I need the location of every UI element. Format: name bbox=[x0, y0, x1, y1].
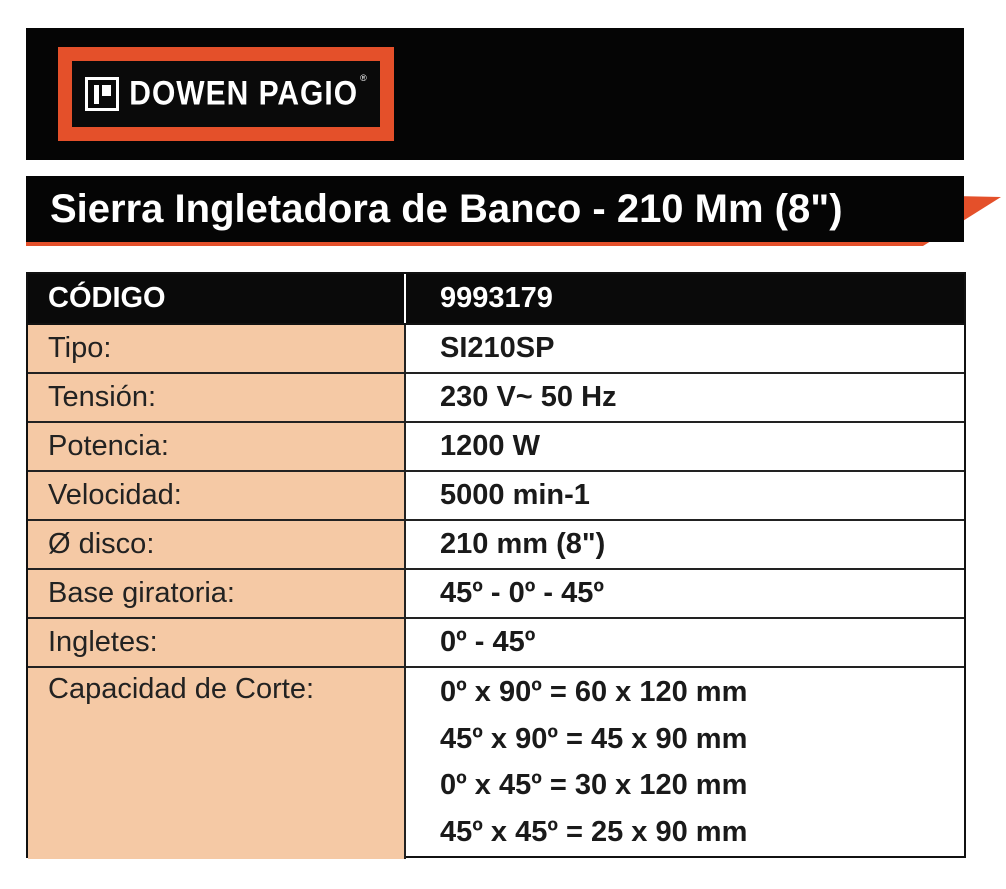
brand-logo-inner bbox=[72, 61, 380, 127]
table-row bbox=[28, 325, 964, 374]
spec-label: Tipo: bbox=[28, 325, 406, 372]
brand-logo bbox=[58, 47, 394, 141]
spec-value: 5000 min-1 bbox=[440, 479, 590, 511]
spec-label: Potencia: bbox=[28, 423, 406, 470]
table-row bbox=[28, 374, 964, 423]
spec-table bbox=[26, 272, 966, 858]
spec-value: 210 mm (8") bbox=[440, 528, 606, 560]
capacity-row bbox=[28, 668, 964, 859]
product-title: Sierra Ingletadora de Banco - 210 Mm (8") bbox=[50, 186, 843, 231]
spec-label: Base giratoria: bbox=[28, 570, 406, 617]
table-row bbox=[28, 619, 964, 668]
capacity-value-line: 45º x 90º = 45 x 90 mm bbox=[440, 722, 748, 755]
table-header-row bbox=[28, 274, 964, 325]
spec-value: 230 V~ 50 Hz bbox=[440, 381, 617, 413]
table-row bbox=[28, 521, 964, 570]
spec-value: 45º - 0º - 45º bbox=[440, 577, 604, 609]
capacity-value-line: 0º x 90º = 60 x 120 mm bbox=[440, 676, 748, 708]
spec-label: Tensión: bbox=[28, 374, 406, 421]
table-row bbox=[28, 570, 964, 619]
spec-label: Ingletes: bbox=[28, 619, 406, 666]
capacity-label: Capacidad de Corte: bbox=[28, 668, 406, 859]
capacity-value-line: 0º x 45º = 30 x 120 mm bbox=[440, 769, 748, 801]
registered-mark: ® bbox=[360, 73, 367, 83]
table-row bbox=[28, 423, 964, 472]
spec-value: 1200 W bbox=[440, 430, 540, 462]
spec-value: SI210SP bbox=[440, 332, 555, 364]
logo-mark-icon bbox=[85, 77, 119, 111]
table-row bbox=[28, 472, 964, 521]
brand-name: DOWEN PAGIO bbox=[129, 74, 359, 113]
title-banner bbox=[26, 176, 1001, 246]
title-bar bbox=[26, 176, 964, 242]
header-value: 9993179 bbox=[440, 282, 553, 314]
capacity-value-line: 45º x 45º = 25 x 90 mm bbox=[440, 815, 748, 848]
spec-label: Ø disco: bbox=[28, 521, 406, 568]
capacity-values bbox=[406, 668, 964, 859]
spec-label: Velocidad: bbox=[28, 472, 406, 519]
spec-value: 0º - 45º bbox=[440, 626, 536, 658]
header-label: CÓDIGO bbox=[28, 274, 406, 323]
